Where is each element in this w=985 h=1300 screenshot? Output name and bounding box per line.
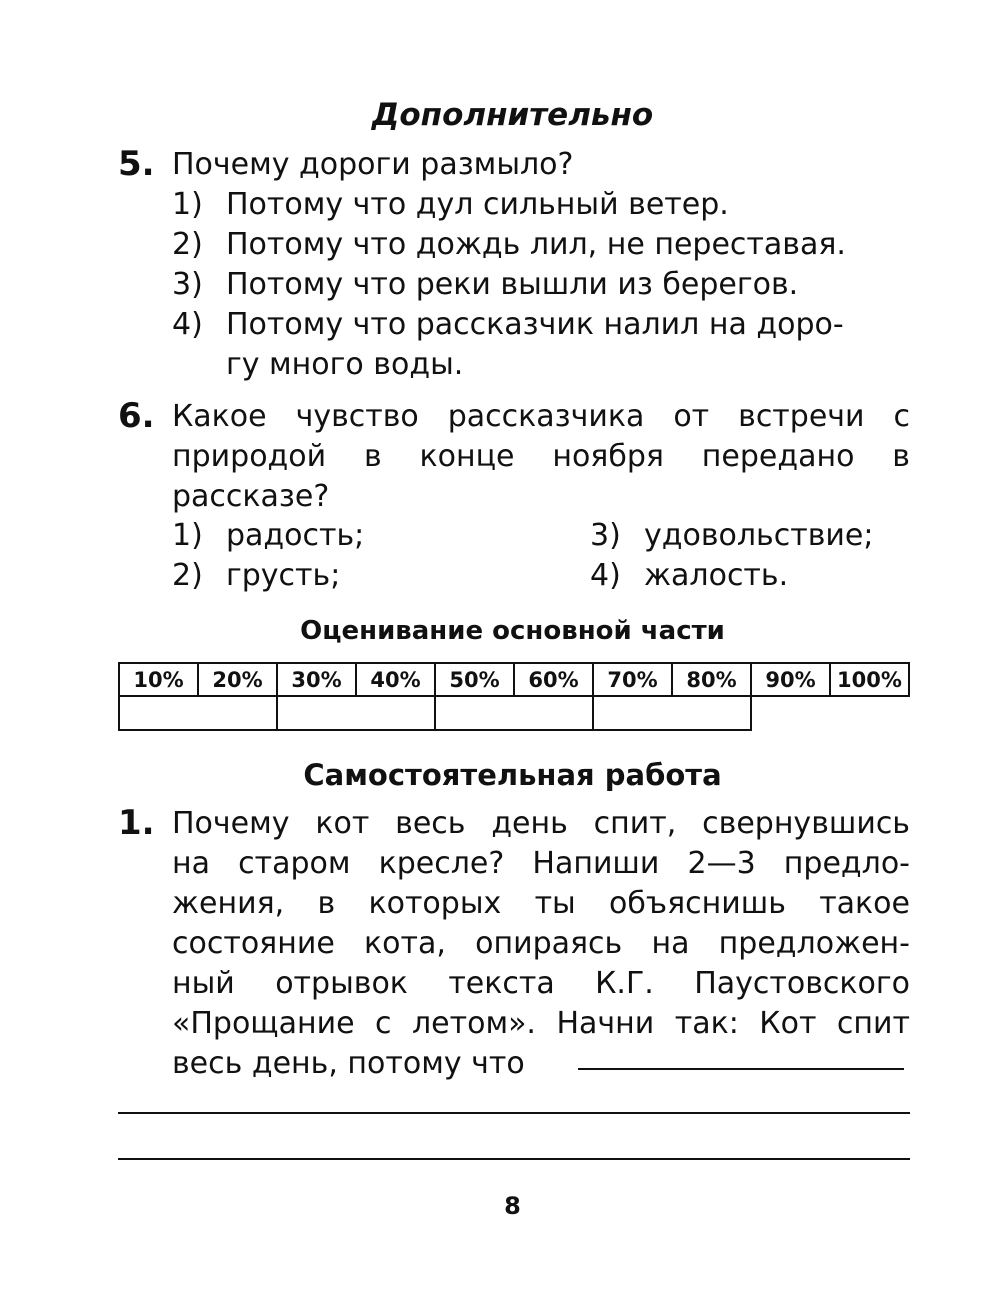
percent-cell: 30% xyxy=(277,663,356,696)
section-heading-independent: Самостоятельная работа xyxy=(303,758,722,792)
q5-answer-4 xyxy=(172,305,910,345)
percent-cell: 10% xyxy=(119,663,198,696)
question-6-line: рассказе? xyxy=(172,479,330,514)
q6-answer-2 xyxy=(172,556,340,596)
answer-number: 1) xyxy=(172,518,203,553)
answer-text: удовольствие; xyxy=(644,518,874,553)
q5-answer-4-continued: гу много воды. xyxy=(226,347,464,382)
task-1-line: Почему кот весь день спит, свернувшись xyxy=(172,806,910,841)
answer-number: 2) xyxy=(172,558,203,593)
answer-text: грусть; xyxy=(226,558,341,593)
question-6-line: Какое чувство рассказчика от встречи с xyxy=(172,399,910,434)
task-1-line: ный отрывок текста К.Г. Паустовского xyxy=(172,966,910,1001)
question-5-text: Почему дороги размыло? xyxy=(172,147,574,182)
grading-table xyxy=(118,662,910,731)
question-6-line: природой в конце ноября передано в xyxy=(172,439,910,474)
q5-answer-3 xyxy=(172,265,798,305)
grading-score-row xyxy=(119,696,909,730)
question-5-number: 5. xyxy=(118,144,155,184)
percent-cell: 40% xyxy=(356,663,435,696)
percent-cell: 70% xyxy=(593,663,672,696)
q5-answer-2 xyxy=(172,225,846,265)
percent-cell: 100% xyxy=(830,663,909,696)
answer-text: радость; xyxy=(226,518,365,553)
answer-text: Потому что дождь лил, не переставая. xyxy=(226,227,846,262)
page-number: 8 xyxy=(504,1192,521,1220)
score-cell[interactable] xyxy=(593,696,751,730)
score-cell[interactable] xyxy=(119,696,277,730)
answer-number: 4) xyxy=(172,307,203,342)
task-1-line: на старом кресле? Напиши 2—3 предло- xyxy=(172,846,910,881)
q6-answer-1 xyxy=(172,516,364,556)
answer-text: жалость. xyxy=(644,558,789,593)
task-1-line: «Прощание с летом». Начни так: Кот спит xyxy=(172,1006,910,1041)
percent-cell: 50% xyxy=(435,663,514,696)
answer-number: 3) xyxy=(172,267,203,302)
grading-title: Оценивание основной части xyxy=(300,616,725,646)
task-1-number: 1. xyxy=(118,803,155,843)
answer-text: Потому что дул сильный ветер. xyxy=(226,187,729,222)
answer-line[interactable] xyxy=(578,1068,904,1070)
answer-number: 4) xyxy=(590,558,621,593)
q6-answer-3 xyxy=(590,516,873,556)
answer-number: 2) xyxy=(172,227,203,262)
answer-number: 1) xyxy=(172,187,203,222)
score-cell[interactable] xyxy=(277,696,435,730)
answer-text: Потому что реки вышли из берегов. xyxy=(226,267,799,302)
score-cell[interactable] xyxy=(435,696,593,730)
percent-cell: 80% xyxy=(672,663,751,696)
q6-answer-4 xyxy=(590,556,788,596)
task-1-line: весь день, потому что xyxy=(172,1046,525,1081)
grading-percent-row xyxy=(119,663,909,696)
question-6-number: 6. xyxy=(118,396,155,436)
section-heading-extra: Дополнительно xyxy=(371,97,654,133)
percent-cell: 90% xyxy=(751,663,830,696)
q5-answer-1 xyxy=(172,185,729,225)
answer-line[interactable] xyxy=(118,1158,910,1160)
answer-line[interactable] xyxy=(118,1112,910,1114)
task-1-line: состояние кота, опираясь на предложен- xyxy=(172,926,910,961)
task-1-line: жения, в которых ты объяснишь такое xyxy=(172,886,910,921)
answer-number: 3) xyxy=(590,518,621,553)
answer-text: Потому что рассказчик налил на доро- xyxy=(226,307,844,342)
percent-cell: 60% xyxy=(514,663,593,696)
percent-cell: 20% xyxy=(198,663,277,696)
